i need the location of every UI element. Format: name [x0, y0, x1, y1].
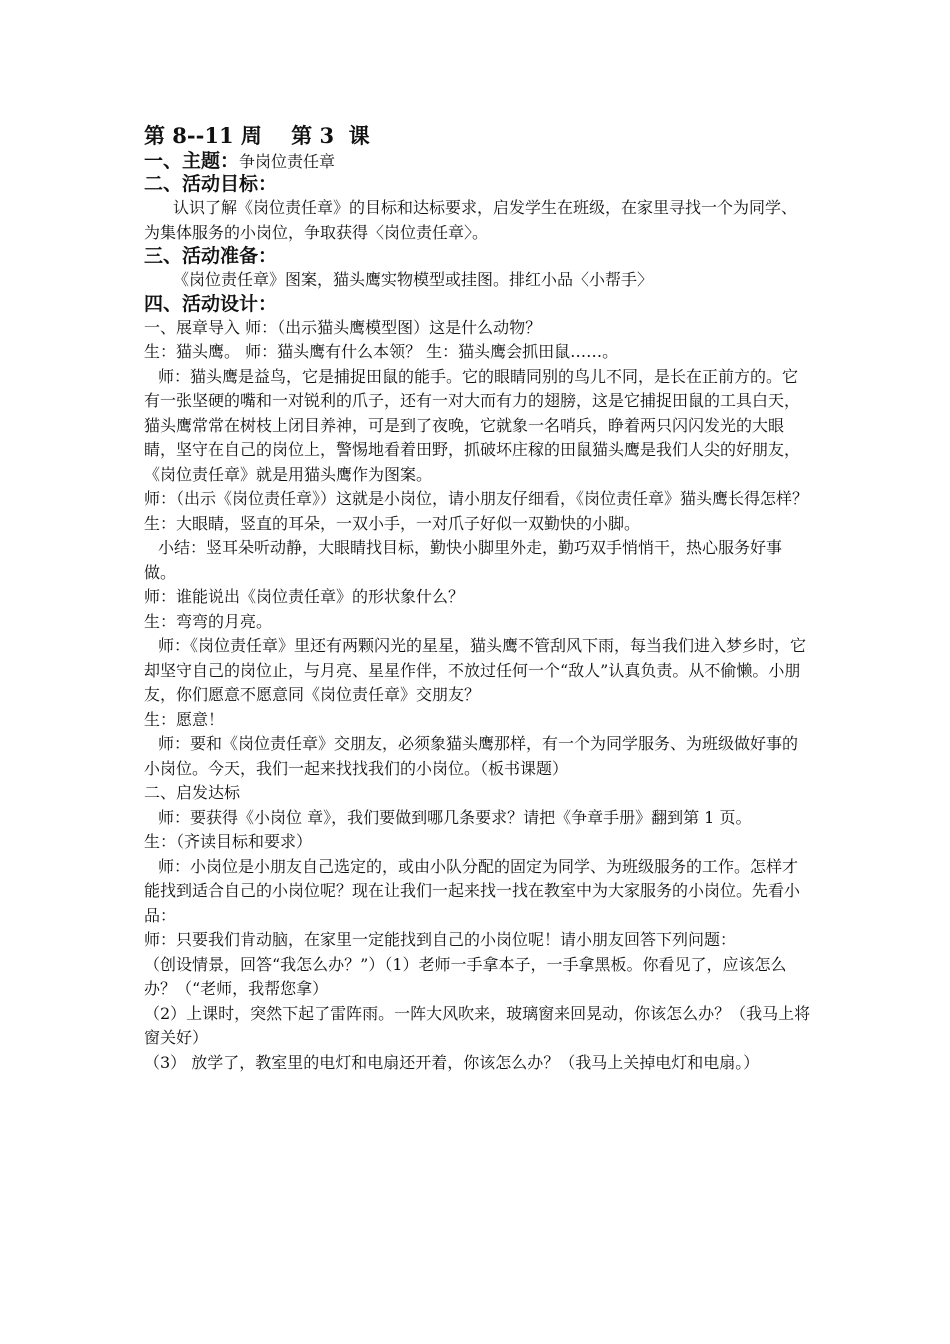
body-paragraph: 一、展章导入 师：（出示猫头鹰模型图）这是什么动物？ [144, 317, 542, 337]
theme-label: 一、主题： [144, 150, 240, 172]
prep-heading: 三、活动准备： [144, 245, 278, 267]
lesson-plan-document [144, 122, 812, 1075]
body-paragraph: 生：弯弯的月亮。 [144, 611, 273, 631]
design-heading: 四、活动设计： [144, 292, 278, 315]
body-paragraph: 生：大眼睛，竖直的耳朵，一双小手，一对爪子好似一双勤快的小脚。 [144, 513, 641, 533]
body-paragraph: （2）上课时，突然下起了雷阵雨。一阵大风吹来，玻璃窗来回晃动，你该怎么办？（我马上将窗关好） [144, 1003, 811, 1047]
body-paragraph: （3） 放学了，教室里的电灯和电扇还开着，你该怎么办？（我马上关掉电灯和电扇。） [144, 1052, 760, 1072]
body-paragraph: 小结：竖耳朵听动静，大眼睛找目标，勤快小脚里外走，勤巧双手悄悄干，热心服务好事做。 [144, 538, 783, 582]
body-paragraph: 生：猫头鹰。 师：猫头鹰有什么本领？ 生：猫头鹰会抓田鼠……。 [144, 342, 619, 361]
body-paragraph: 二、启发达标 [144, 783, 241, 802]
body-paragraph: 师：要和《岗位责任章》交朋友，必须象猫头鹰那样，有一个为同学服务、为班级做好事的小岗位。今天，我们一起来找找我们的小岗位。（板书课题） [144, 734, 799, 778]
goal-text: 认识了解《岗位责任章》的目标和达标要求，启发学生在班级，在家里寻找一个为同学、为集体服务的小岗位，争取获得〈岗位责任章〉。 [144, 198, 798, 242]
prep-text: 《岗位责任章》图案，猫头鹰实物模型或挂图。排红小品〈小帮手〉 [173, 270, 654, 289]
body-paragraph: 生：愿意！ [144, 709, 225, 729]
body-paragraph: 师：小岗位是小朋友自己选定的，或由小队分配的固定为同学、为班级服务的工作。怎样才能找到适合自己的小岗位呢？现在让我们一起来找一找在教室中为大家服务的小岗位。先看小品： [144, 856, 801, 925]
body-paragraph: 师：只要我们肯动脑，在家里一定能找到自己的小岗位呢！请小朋友回答下列问题： [144, 930, 737, 949]
body-paragraph: 生：（齐读目标和要求） [144, 832, 313, 851]
body-paragraph: 师：（出示《岗位责任章》）这就是小岗位，请小朋友仔细看，《岗位责任章》猫头鹰长得怎样？ [144, 489, 809, 508]
body-paragraph: 师：《岗位责任章》里还有两颗闪光的星星，猫头鹰不管刮风下雨，每当我们进入梦乡时，它却坚守自己的岗位止，与月亮、星星作伴，不放过任何一个“敌人”认真负责。从不偷懒。小朋友，你们愿意不愿意同《岗位责任章》交朋友？ [144, 636, 807, 704]
body-paragraph: 师：猫头鹰是益鸟，它是捕捉田鼠的能手。它的眼睛同别的鸟儿不同，是长在正前方的。它有一张坚硬的嘴和一对锐利的爪子，还有一对大而有力的翅膀，这是它捕捉田鼠的工具白天，猫头鹰常常在树枝上闭目养神，可是到了夜晚，它就象一名哨兵，睁着两只闪闪发光的大眼睛，坚守在自己的岗位上，警惕地看着田野，抓破坏庄稼的田鼠猫头鹰是我们人尖的好朋友，《岗位责任章》就是用猫头鹰作为图案。 [144, 366, 801, 484]
theme-value: 争岗位责任章 [239, 152, 336, 171]
body-paragraph: 师：要获得《小岗位 章》，我们要做到哪几条要求？请把《争章手册》翻到第 1 页。 [158, 807, 752, 827]
goal-heading: 二、活动目标： [144, 173, 278, 195]
lesson-title: 第 8--11 周 第 3 课 [144, 123, 370, 148]
body-paragraph: 师：谁能说出《岗位责任章》的形状象什么？ [144, 587, 465, 606]
body-paragraph: （创设情景，回答“我怎么办？”）（1）老师一手拿本子，一手拿黑板。你看见了，应该怎么办？（“老师，我帮您拿） [144, 954, 787, 998]
theme-heading [144, 150, 812, 173]
